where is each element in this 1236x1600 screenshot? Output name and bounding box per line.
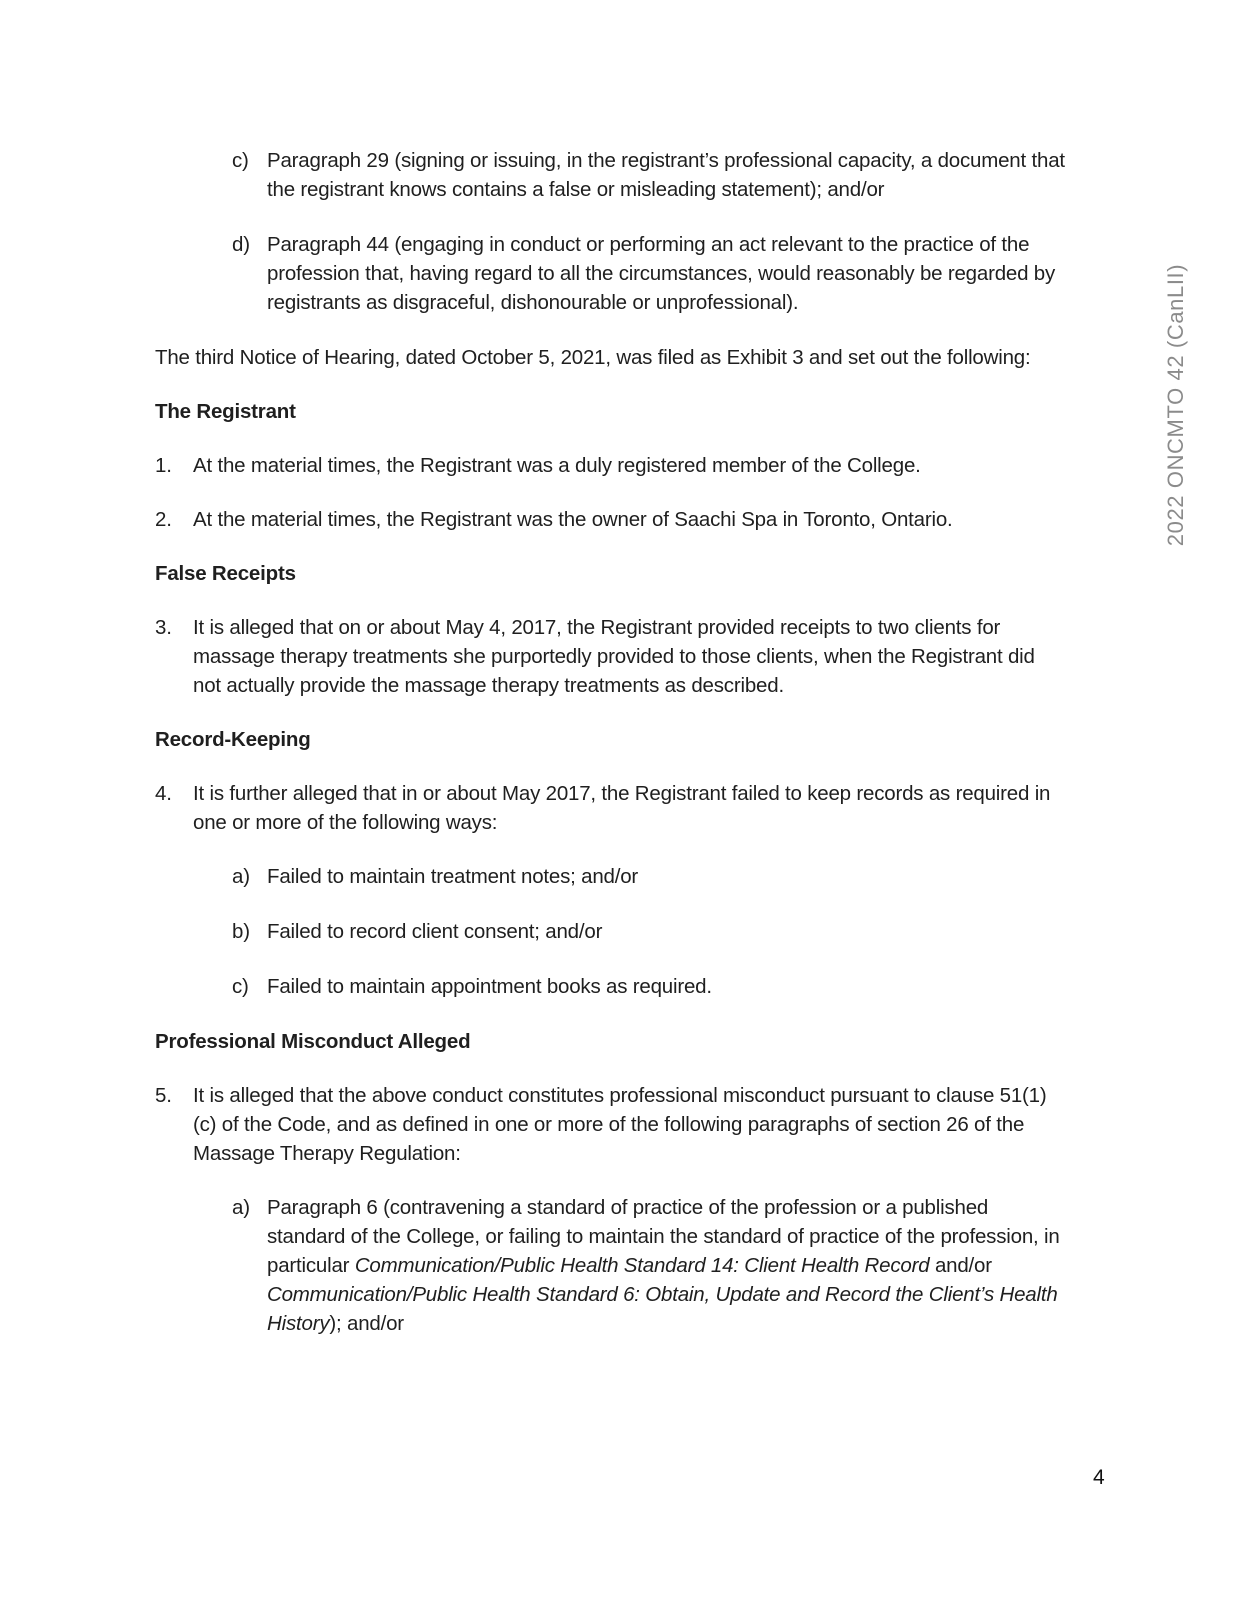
numbered-item-2 (155, 505, 1067, 534)
list-item-text: Paragraph 44 (engaging in conduct or performing an act relevant to the practice of the profession that, having regard to all the circumstances, would reasonably be regarded by registrants as disgraceful, dishonourable or unprofessional). (267, 233, 1056, 314)
list-item-text: Failed to maintain treatment notes; and/or (267, 865, 639, 888)
text-segment: and/or (929, 1254, 992, 1277)
list-item-4b (232, 917, 1067, 946)
citation-sidebar-text: 2022 ONCMTO 42 (CanLII) (1163, 263, 1188, 547)
list-marker: 3. (155, 616, 172, 639)
list-item-text: It is further alleged that in or about May 2017, the Registrant failed to keep records as required in one or more of the following ways: (193, 782, 1051, 834)
list-marker: 2. (155, 508, 172, 531)
list-item-5a (232, 1193, 1067, 1338)
list-marker: 5. (155, 1084, 172, 1107)
heading-the-registrant: The Registrant (155, 400, 296, 423)
numbered-item-4 (155, 779, 1067, 837)
heading-record-keeping: Record-Keeping (155, 728, 311, 751)
list-marker: c) (232, 975, 249, 998)
list-marker: a) (232, 865, 250, 888)
numbered-item-5 (155, 1081, 1067, 1168)
list-item-text: At the material times, the Registrant was a duly registered member of the College. (193, 454, 921, 477)
list-item-text: It is alleged that on or about May 4, 2017, the Registrant provided receipts to two clients for massage therapy treatments she purportedly provided to those clients, when the Registrant did not actually provide the massage therapy treatments as described. (193, 616, 1035, 697)
italic-standard-6: Communication/Public Health Standard 6: Obtain, Update and Record the Client’s Health History (267, 1283, 1058, 1335)
list-marker: b) (232, 920, 250, 943)
list-marker: c) (232, 149, 249, 172)
list-item-4a (232, 862, 1067, 891)
text-segment: Paragraph 6 (contravening a standard of practice of the profession or a published standard of the College, or failing to maintain the standard of practice of the profession, in particular (267, 1196, 1060, 1277)
document-content (155, 146, 1067, 1363)
paragraph-third-notice: The third Notice of Hearing, dated October 5, 2021, was filed as Exhibit 3 and set out the following: (155, 346, 1031, 369)
list-item-text: Failed to maintain appointment books as required. (267, 975, 712, 998)
list-item-c (232, 146, 1067, 204)
numbered-item-3 (155, 613, 1067, 700)
text-segment: ); and/or (329, 1312, 404, 1335)
list-item-text: Failed to record client consent; and/or (267, 920, 603, 943)
numbered-item-1 (155, 451, 1067, 480)
list-marker: a) (232, 1196, 250, 1219)
list-item-text: It is alleged that the above conduct constitutes professional misconduct pursuant to clause 51(1)(c) of the Code, and as defined in one or more of the following paragraphs of section 26 of the Massage Therapy Regulation: (193, 1084, 1047, 1165)
page-number: 4 (1093, 1466, 1105, 1489)
heading-false-receipts: False Receipts (155, 562, 296, 585)
list-marker: 4. (155, 782, 172, 805)
list-item-text: At the material times, the Registrant was the owner of Saachi Spa in Toronto, Ontario. (193, 508, 953, 531)
list-item-d (232, 230, 1067, 317)
list-marker: 1. (155, 454, 172, 477)
heading-professional-misconduct: Professional Misconduct Alleged (155, 1030, 471, 1053)
list-item-4c (232, 972, 1067, 1001)
list-item-text (267, 1193, 1067, 1338)
list-marker: d) (232, 233, 250, 256)
italic-standard-14: Communication/Public Health Standard 14: Client Health Record (354, 1254, 930, 1277)
list-item-text: Paragraph 29 (signing or issuing, in the registrant’s professional capacity, a document that the registrant knows contains a false or misleading statement); and/or (267, 149, 1065, 201)
